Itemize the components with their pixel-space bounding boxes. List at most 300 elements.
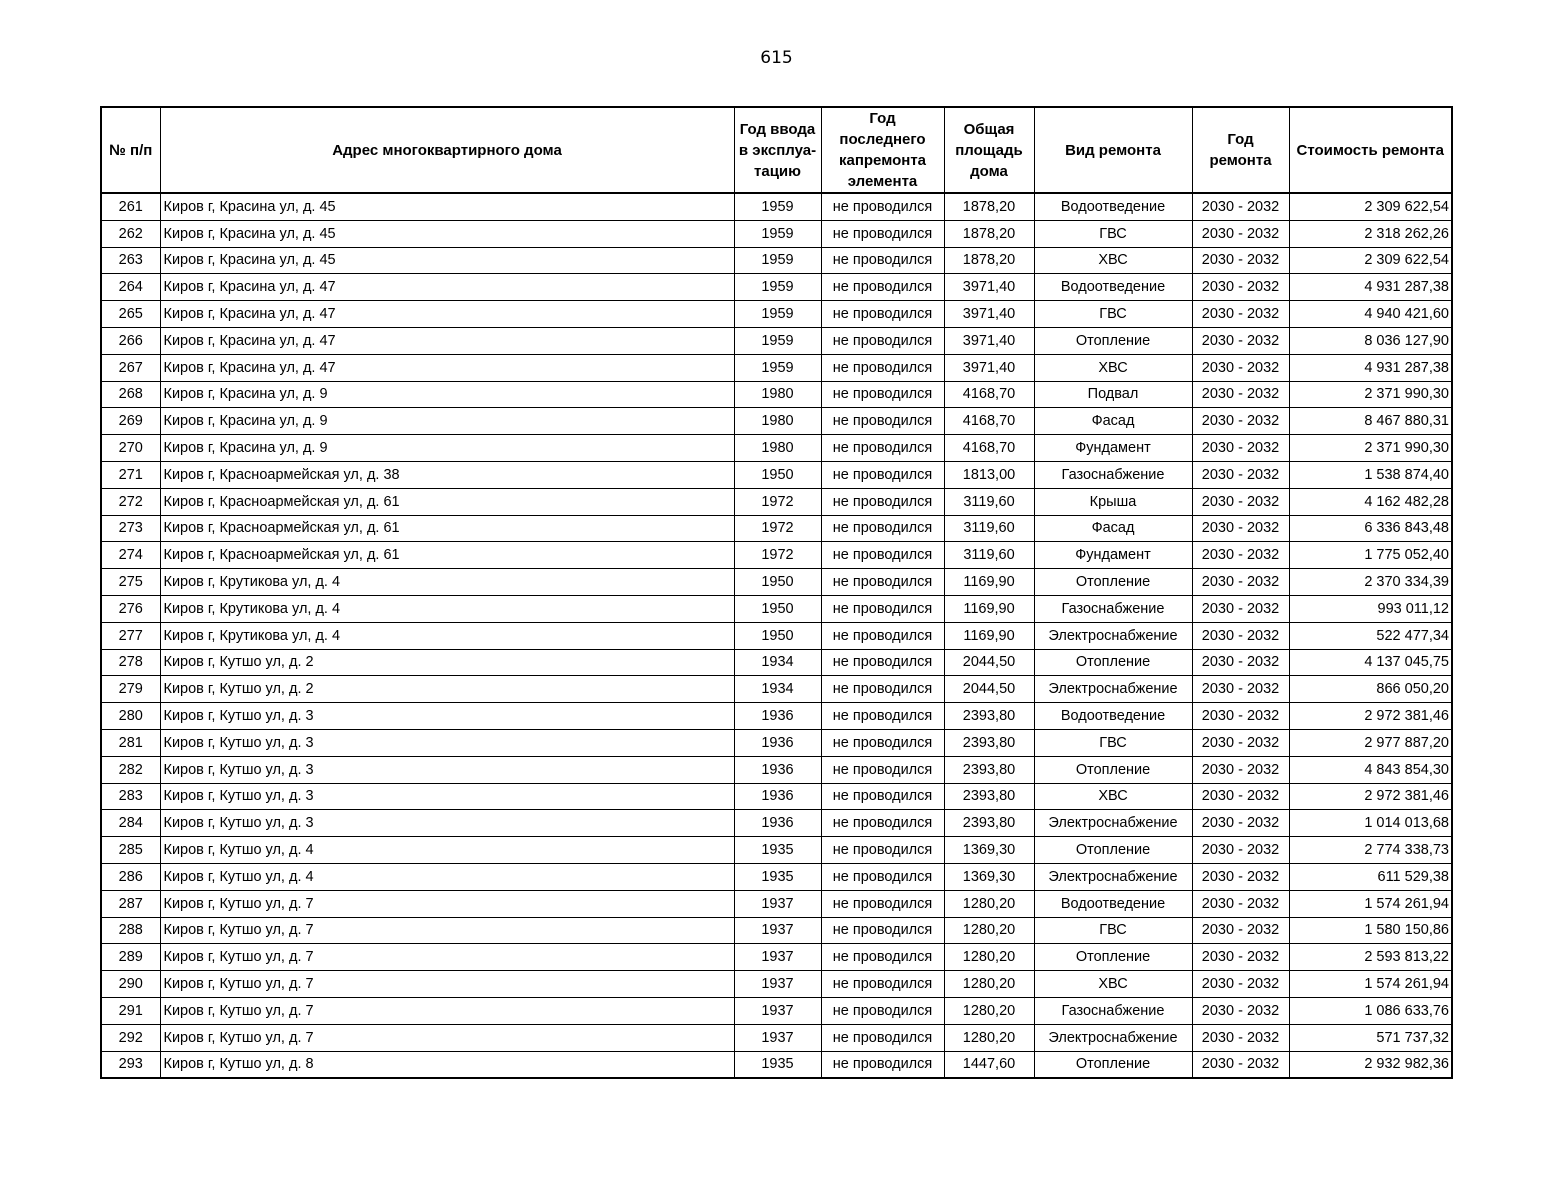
cell-address: Киров г, Кутшо ул, д. 2 — [160, 649, 734, 676]
cell-address: Киров г, Кутшо ул, д. 7 — [160, 944, 734, 971]
cell-num: 287 — [101, 890, 160, 917]
cell-year-commissioned: 1950 — [734, 595, 821, 622]
cell-last-repair: не проводился — [821, 649, 944, 676]
cell-repair-year: 2030 - 2032 — [1192, 193, 1289, 220]
cell-year-commissioned: 1935 — [734, 1051, 821, 1078]
cell-num: 262 — [101, 220, 160, 247]
cell-repair-type: Отопление — [1034, 327, 1192, 354]
cell-last-repair: не проводился — [821, 542, 944, 569]
table-row — [101, 622, 1452, 649]
cell-cost: 2 371 990,30 — [1289, 435, 1452, 462]
cell-area: 2044,50 — [944, 676, 1034, 703]
cell-area: 2393,80 — [944, 703, 1034, 730]
cell-area: 3119,60 — [944, 515, 1034, 542]
table-row — [101, 863, 1452, 890]
cell-address: Киров г, Крутикова ул, д. 4 — [160, 595, 734, 622]
cell-year-commissioned: 1980 — [734, 408, 821, 435]
table-row — [101, 890, 1452, 917]
cell-repair-type: Отопление — [1034, 837, 1192, 864]
cell-repair-type: Фасад — [1034, 408, 1192, 435]
cell-repair-year: 2030 - 2032 — [1192, 890, 1289, 917]
table-row — [101, 971, 1452, 998]
table-row — [101, 435, 1452, 462]
cell-last-repair: не проводился — [821, 488, 944, 515]
table-row — [101, 917, 1452, 944]
table-row — [101, 542, 1452, 569]
header-address: Адрес многоквартирного дома — [160, 107, 734, 193]
cell-address: Киров г, Кутшо ул, д. 4 — [160, 837, 734, 864]
cell-repair-year: 2030 - 2032 — [1192, 649, 1289, 676]
cell-num: 293 — [101, 1051, 160, 1078]
cell-repair-type: ХВС — [1034, 971, 1192, 998]
cell-num: 263 — [101, 247, 160, 274]
cell-repair-year: 2030 - 2032 — [1192, 676, 1289, 703]
cell-year-commissioned: 1937 — [734, 890, 821, 917]
cell-repair-type: Газоснабжение — [1034, 461, 1192, 488]
cell-year-commissioned: 1972 — [734, 542, 821, 569]
cell-num: 267 — [101, 354, 160, 381]
cell-repair-year: 2030 - 2032 — [1192, 863, 1289, 890]
cell-year-commissioned: 1950 — [734, 569, 821, 596]
cell-last-repair: не проводился — [821, 917, 944, 944]
cell-last-repair: не проводился — [821, 676, 944, 703]
cell-last-repair: не проводился — [821, 247, 944, 274]
cell-area: 4168,70 — [944, 408, 1034, 435]
cell-last-repair: не проводился — [821, 944, 944, 971]
cell-num: 289 — [101, 944, 160, 971]
cell-repair-type: Отопление — [1034, 569, 1192, 596]
cell-year-commissioned: 1972 — [734, 515, 821, 542]
cell-num: 291 — [101, 997, 160, 1024]
cell-num: 285 — [101, 837, 160, 864]
cell-cost: 4 137 045,75 — [1289, 649, 1452, 676]
cell-year-commissioned: 1950 — [734, 622, 821, 649]
cell-repair-type: Электроснабжение — [1034, 810, 1192, 837]
cell-last-repair: не проводился — [821, 327, 944, 354]
cell-year-commissioned: 1934 — [734, 649, 821, 676]
cell-repair-type: ХВС — [1034, 247, 1192, 274]
cell-cost: 8 036 127,90 — [1289, 327, 1452, 354]
cell-area: 1369,30 — [944, 863, 1034, 890]
cell-repair-type: Электроснабжение — [1034, 863, 1192, 890]
cell-repair-type: ГВС — [1034, 220, 1192, 247]
repair-schedule-table — [100, 106, 1453, 1079]
cell-cost: 993 011,12 — [1289, 595, 1452, 622]
cell-num: 275 — [101, 569, 160, 596]
cell-last-repair: не проводился — [821, 1051, 944, 1078]
cell-year-commissioned: 1936 — [734, 756, 821, 783]
cell-area: 2393,80 — [944, 783, 1034, 810]
cell-year-commissioned: 1934 — [734, 676, 821, 703]
cell-year-commissioned: 1936 — [734, 810, 821, 837]
table-header — [101, 107, 1452, 193]
cell-repair-year: 2030 - 2032 — [1192, 354, 1289, 381]
cell-num: 278 — [101, 649, 160, 676]
cell-repair-type: Отопление — [1034, 944, 1192, 971]
cell-address: Киров г, Красина ул, д. 9 — [160, 381, 734, 408]
cell-last-repair: не проводился — [821, 515, 944, 542]
cell-address: Киров г, Кутшо ул, д. 7 — [160, 1024, 734, 1051]
cell-address: Киров г, Красина ул, д. 45 — [160, 247, 734, 274]
header-num: № п/п — [101, 107, 160, 193]
cell-address: Киров г, Красноармейская ул, д. 61 — [160, 488, 734, 515]
cell-last-repair: не проводился — [821, 408, 944, 435]
cell-area: 2393,80 — [944, 810, 1034, 837]
table-row — [101, 488, 1452, 515]
cell-area: 1169,90 — [944, 595, 1034, 622]
cell-num: 271 — [101, 461, 160, 488]
cell-last-repair: не проводился — [821, 783, 944, 810]
cell-last-repair: не проводился — [821, 837, 944, 864]
cell-repair-type: Водоотведение — [1034, 703, 1192, 730]
cell-address: Киров г, Красина ул, д. 47 — [160, 274, 734, 301]
cell-num: 292 — [101, 1024, 160, 1051]
cell-cost: 571 737,32 — [1289, 1024, 1452, 1051]
cell-address: Киров г, Кутшо ул, д. 2 — [160, 676, 734, 703]
cell-cost: 4 931 287,38 — [1289, 274, 1452, 301]
cell-repair-year: 2030 - 2032 — [1192, 810, 1289, 837]
cell-num: 269 — [101, 408, 160, 435]
header-repair-type: Вид ремонта — [1034, 107, 1192, 193]
cell-area: 1280,20 — [944, 890, 1034, 917]
cell-repair-type: ГВС — [1034, 301, 1192, 328]
cell-repair-year: 2030 - 2032 — [1192, 944, 1289, 971]
cell-cost: 2 932 982,36 — [1289, 1051, 1452, 1078]
cell-cost: 1 574 261,94 — [1289, 971, 1452, 998]
cell-num: 265 — [101, 301, 160, 328]
cell-year-commissioned: 1935 — [734, 863, 821, 890]
cell-repair-year: 2030 - 2032 — [1192, 703, 1289, 730]
cell-cost: 2 774 338,73 — [1289, 837, 1452, 864]
cell-last-repair: не проводился — [821, 703, 944, 730]
cell-repair-type: Электроснабжение — [1034, 1024, 1192, 1051]
cell-year-commissioned: 1959 — [734, 193, 821, 220]
cell-address: Киров г, Красина ул, д. 47 — [160, 327, 734, 354]
cell-repair-type: Водоотведение — [1034, 890, 1192, 917]
cell-repair-type: Электроснабжение — [1034, 676, 1192, 703]
table-row — [101, 756, 1452, 783]
cell-num: 261 — [101, 193, 160, 220]
cell-num: 280 — [101, 703, 160, 730]
cell-area: 4168,70 — [944, 435, 1034, 462]
cell-last-repair: не проводился — [821, 381, 944, 408]
cell-repair-year: 2030 - 2032 — [1192, 488, 1289, 515]
cell-area: 2393,80 — [944, 756, 1034, 783]
cell-cost: 1 086 633,76 — [1289, 997, 1452, 1024]
cell-num: 286 — [101, 863, 160, 890]
cell-repair-year: 2030 - 2032 — [1192, 515, 1289, 542]
table-row — [101, 220, 1452, 247]
cell-cost: 4 162 482,28 — [1289, 488, 1452, 515]
cell-cost: 4 931 287,38 — [1289, 354, 1452, 381]
cell-cost: 2 318 262,26 — [1289, 220, 1452, 247]
cell-last-repair: не проводился — [821, 274, 944, 301]
cell-repair-year: 2030 - 2032 — [1192, 837, 1289, 864]
cell-cost: 1 538 874,40 — [1289, 461, 1452, 488]
cell-cost: 6 336 843,48 — [1289, 515, 1452, 542]
cell-num: 264 — [101, 274, 160, 301]
cell-num: 288 — [101, 917, 160, 944]
cell-cost: 2 309 622,54 — [1289, 247, 1452, 274]
table-row — [101, 274, 1452, 301]
table-row — [101, 381, 1452, 408]
cell-repair-type: Крыша — [1034, 488, 1192, 515]
cell-area: 1878,20 — [944, 193, 1034, 220]
cell-address: Киров г, Красина ул, д. 45 — [160, 193, 734, 220]
cell-address: Киров г, Красина ул, д. 9 — [160, 435, 734, 462]
cell-area: 1280,20 — [944, 917, 1034, 944]
cell-repair-type: Подвал — [1034, 381, 1192, 408]
table-row — [101, 327, 1452, 354]
cell-repair-type: Фундамент — [1034, 542, 1192, 569]
cell-cost: 1 574 261,94 — [1289, 890, 1452, 917]
cell-last-repair: не проводился — [821, 756, 944, 783]
cell-repair-type: ХВС — [1034, 783, 1192, 810]
cell-year-commissioned: 1936 — [734, 703, 821, 730]
cell-repair-year: 2030 - 2032 — [1192, 971, 1289, 998]
cell-cost: 2 593 813,22 — [1289, 944, 1452, 971]
cell-last-repair: не проводился — [821, 354, 944, 381]
table-row — [101, 515, 1452, 542]
cell-cost: 4 940 421,60 — [1289, 301, 1452, 328]
cell-cost: 522 477,34 — [1289, 622, 1452, 649]
cell-repair-year: 2030 - 2032 — [1192, 569, 1289, 596]
cell-year-commissioned: 1935 — [734, 837, 821, 864]
cell-address: Киров г, Кутшо ул, д. 7 — [160, 917, 734, 944]
cell-repair-year: 2030 - 2032 — [1192, 220, 1289, 247]
cell-area: 2044,50 — [944, 649, 1034, 676]
cell-last-repair: не проводился — [821, 971, 944, 998]
cell-last-repair: не проводился — [821, 461, 944, 488]
cell-repair-year: 2030 - 2032 — [1192, 381, 1289, 408]
cell-num: 266 — [101, 327, 160, 354]
cell-year-commissioned: 1972 — [734, 488, 821, 515]
cell-cost: 1 014 013,68 — [1289, 810, 1452, 837]
cell-last-repair: не проводился — [821, 435, 944, 462]
cell-repair-year: 2030 - 2032 — [1192, 783, 1289, 810]
cell-repair-type: Газоснабжение — [1034, 595, 1192, 622]
cell-repair-type: Газоснабжение — [1034, 997, 1192, 1024]
cell-last-repair: не проводился — [821, 863, 944, 890]
cell-num: 290 — [101, 971, 160, 998]
cell-address: Киров г, Кутшо ул, д. 3 — [160, 703, 734, 730]
cell-cost: 8 467 880,31 — [1289, 408, 1452, 435]
cell-cost: 2 309 622,54 — [1289, 193, 1452, 220]
cell-area: 3971,40 — [944, 301, 1034, 328]
cell-year-commissioned: 1936 — [734, 729, 821, 756]
cell-repair-type: Отопление — [1034, 756, 1192, 783]
cell-last-repair: не проводился — [821, 622, 944, 649]
header-year-commissioned: Год ввода в эксплуа-тацию — [734, 107, 821, 193]
cell-area: 1280,20 — [944, 1024, 1034, 1051]
cell-area: 1280,20 — [944, 944, 1034, 971]
cell-year-commissioned: 1959 — [734, 354, 821, 381]
cell-address: Киров г, Крутикова ул, д. 4 — [160, 569, 734, 596]
cell-address: Киров г, Кутшо ул, д. 3 — [160, 729, 734, 756]
table-row — [101, 729, 1452, 756]
cell-repair-year: 2030 - 2032 — [1192, 595, 1289, 622]
cell-address: Киров г, Красноармейская ул, д. 61 — [160, 542, 734, 569]
cell-address: Киров г, Кутшо ул, д. 3 — [160, 810, 734, 837]
cell-num: 274 — [101, 542, 160, 569]
cell-year-commissioned: 1980 — [734, 381, 821, 408]
cell-num: 284 — [101, 810, 160, 837]
cell-repair-type: Фасад — [1034, 515, 1192, 542]
cell-num: 277 — [101, 622, 160, 649]
cell-area: 1447,60 — [944, 1051, 1034, 1078]
cell-year-commissioned: 1980 — [734, 435, 821, 462]
cell-area: 4168,70 — [944, 381, 1034, 408]
page-number: 615 — [760, 48, 793, 68]
cell-last-repair: не проводился — [821, 1024, 944, 1051]
cell-repair-year: 2030 - 2032 — [1192, 917, 1289, 944]
cell-repair-type: Электроснабжение — [1034, 622, 1192, 649]
cell-year-commissioned: 1937 — [734, 944, 821, 971]
cell-num: 276 — [101, 595, 160, 622]
table-row — [101, 649, 1452, 676]
cell-area: 1280,20 — [944, 997, 1034, 1024]
cell-cost: 2 972 381,46 — [1289, 703, 1452, 730]
cell-num: 282 — [101, 756, 160, 783]
cell-area: 3971,40 — [944, 274, 1034, 301]
cell-num: 281 — [101, 729, 160, 756]
cell-last-repair: не проводился — [821, 997, 944, 1024]
cell-area: 3119,60 — [944, 488, 1034, 515]
cell-address: Киров г, Кутшо ул, д. 7 — [160, 997, 734, 1024]
cell-address: Киров г, Кутшо ул, д. 8 — [160, 1051, 734, 1078]
cell-address: Киров г, Красина ул, д. 47 — [160, 301, 734, 328]
cell-repair-type: Водоотведение — [1034, 193, 1192, 220]
cell-address: Киров г, Красина ул, д. 47 — [160, 354, 734, 381]
cell-year-commissioned: 1937 — [734, 997, 821, 1024]
table-row — [101, 595, 1452, 622]
header-area: Общая площадь дома — [944, 107, 1034, 193]
cell-last-repair: не проводился — [821, 595, 944, 622]
table-row — [101, 301, 1452, 328]
cell-year-commissioned: 1959 — [734, 220, 821, 247]
table-row — [101, 247, 1452, 274]
cell-repair-type: Отопление — [1034, 1051, 1192, 1078]
cell-num: 268 — [101, 381, 160, 408]
cell-last-repair: не проводился — [821, 220, 944, 247]
cell-address: Киров г, Красноармейская ул, д. 61 — [160, 515, 734, 542]
cell-num: 272 — [101, 488, 160, 515]
cell-repair-year: 2030 - 2032 — [1192, 274, 1289, 301]
cell-repair-type: Водоотведение — [1034, 274, 1192, 301]
cell-area: 1169,90 — [944, 622, 1034, 649]
cell-cost: 4 843 854,30 — [1289, 756, 1452, 783]
cell-cost: 611 529,38 — [1289, 863, 1452, 890]
cell-repair-year: 2030 - 2032 — [1192, 461, 1289, 488]
header-repair-year: Год ремонта — [1192, 107, 1289, 193]
cell-address: Киров г, Кутшо ул, д. 3 — [160, 783, 734, 810]
cell-address: Киров г, Крутикова ул, д. 4 — [160, 622, 734, 649]
cell-repair-year: 2030 - 2032 — [1192, 542, 1289, 569]
cell-year-commissioned: 1959 — [734, 247, 821, 274]
table-row — [101, 837, 1452, 864]
cell-num: 273 — [101, 515, 160, 542]
cell-last-repair: не проводился — [821, 569, 944, 596]
cell-repair-year: 2030 - 2032 — [1192, 408, 1289, 435]
table-row — [101, 944, 1452, 971]
table-row — [101, 810, 1452, 837]
cell-area: 1878,20 — [944, 247, 1034, 274]
cell-address: Киров г, Кутшо ул, д. 4 — [160, 863, 734, 890]
table-row — [101, 1024, 1452, 1051]
cell-repair-year: 2030 - 2032 — [1192, 729, 1289, 756]
cell-last-repair: не проводился — [821, 729, 944, 756]
cell-cost: 866 050,20 — [1289, 676, 1452, 703]
cell-area: 3971,40 — [944, 327, 1034, 354]
table-row — [101, 193, 1452, 220]
cell-area: 1369,30 — [944, 837, 1034, 864]
cell-repair-year: 2030 - 2032 — [1192, 756, 1289, 783]
cell-num: 279 — [101, 676, 160, 703]
cell-address: Киров г, Красина ул, д. 9 — [160, 408, 734, 435]
cell-repair-year: 2030 - 2032 — [1192, 327, 1289, 354]
header-last-repair: Год последнего капремонта элемента — [821, 107, 944, 193]
header-row — [101, 107, 1452, 193]
cell-cost: 2 972 381,46 — [1289, 783, 1452, 810]
cell-repair-type: ГВС — [1034, 729, 1192, 756]
cell-cost: 2 977 887,20 — [1289, 729, 1452, 756]
cell-area: 1878,20 — [944, 220, 1034, 247]
cell-cost: 2 370 334,39 — [1289, 569, 1452, 596]
cell-num: 270 — [101, 435, 160, 462]
cell-repair-year: 2030 - 2032 — [1192, 1051, 1289, 1078]
cell-area: 3971,40 — [944, 354, 1034, 381]
table-row — [101, 408, 1452, 435]
cell-cost: 2 371 990,30 — [1289, 381, 1452, 408]
cell-area: 1813,00 — [944, 461, 1034, 488]
table-row — [101, 461, 1452, 488]
cell-year-commissioned: 1937 — [734, 971, 821, 998]
cell-last-repair: не проводился — [821, 890, 944, 917]
cell-year-commissioned: 1937 — [734, 1024, 821, 1051]
cell-repair-year: 2030 - 2032 — [1192, 247, 1289, 274]
cell-repair-year: 2030 - 2032 — [1192, 997, 1289, 1024]
cell-repair-year: 2030 - 2032 — [1192, 301, 1289, 328]
table-body — [101, 193, 1452, 1078]
cell-address: Киров г, Красноармейская ул, д. 38 — [160, 461, 734, 488]
cell-area: 2393,80 — [944, 729, 1034, 756]
cell-address: Киров г, Кутшо ул, д. 7 — [160, 971, 734, 998]
cell-year-commissioned: 1959 — [734, 327, 821, 354]
table-row — [101, 676, 1452, 703]
cell-area: 3119,60 — [944, 542, 1034, 569]
cell-area: 1169,90 — [944, 569, 1034, 596]
cell-cost: 1 775 052,40 — [1289, 542, 1452, 569]
cell-year-commissioned: 1959 — [734, 274, 821, 301]
cell-repair-type: Отопление — [1034, 649, 1192, 676]
table-row — [101, 1051, 1452, 1078]
table-row — [101, 703, 1452, 730]
cell-repair-type: Фундамент — [1034, 435, 1192, 462]
header-cost: Стоимость ремонта — [1289, 107, 1452, 193]
cell-last-repair: не проводился — [821, 810, 944, 837]
cell-repair-type: ХВС — [1034, 354, 1192, 381]
cell-area: 1280,20 — [944, 971, 1034, 998]
cell-year-commissioned: 1959 — [734, 301, 821, 328]
table-row — [101, 569, 1452, 596]
cell-num: 283 — [101, 783, 160, 810]
cell-repair-year: 2030 - 2032 — [1192, 1024, 1289, 1051]
cell-repair-year: 2030 - 2032 — [1192, 435, 1289, 462]
cell-year-commissioned: 1950 — [734, 461, 821, 488]
cell-repair-type: ГВС — [1034, 917, 1192, 944]
cell-address: Киров г, Красина ул, д. 45 — [160, 220, 734, 247]
cell-repair-year: 2030 - 2032 — [1192, 622, 1289, 649]
